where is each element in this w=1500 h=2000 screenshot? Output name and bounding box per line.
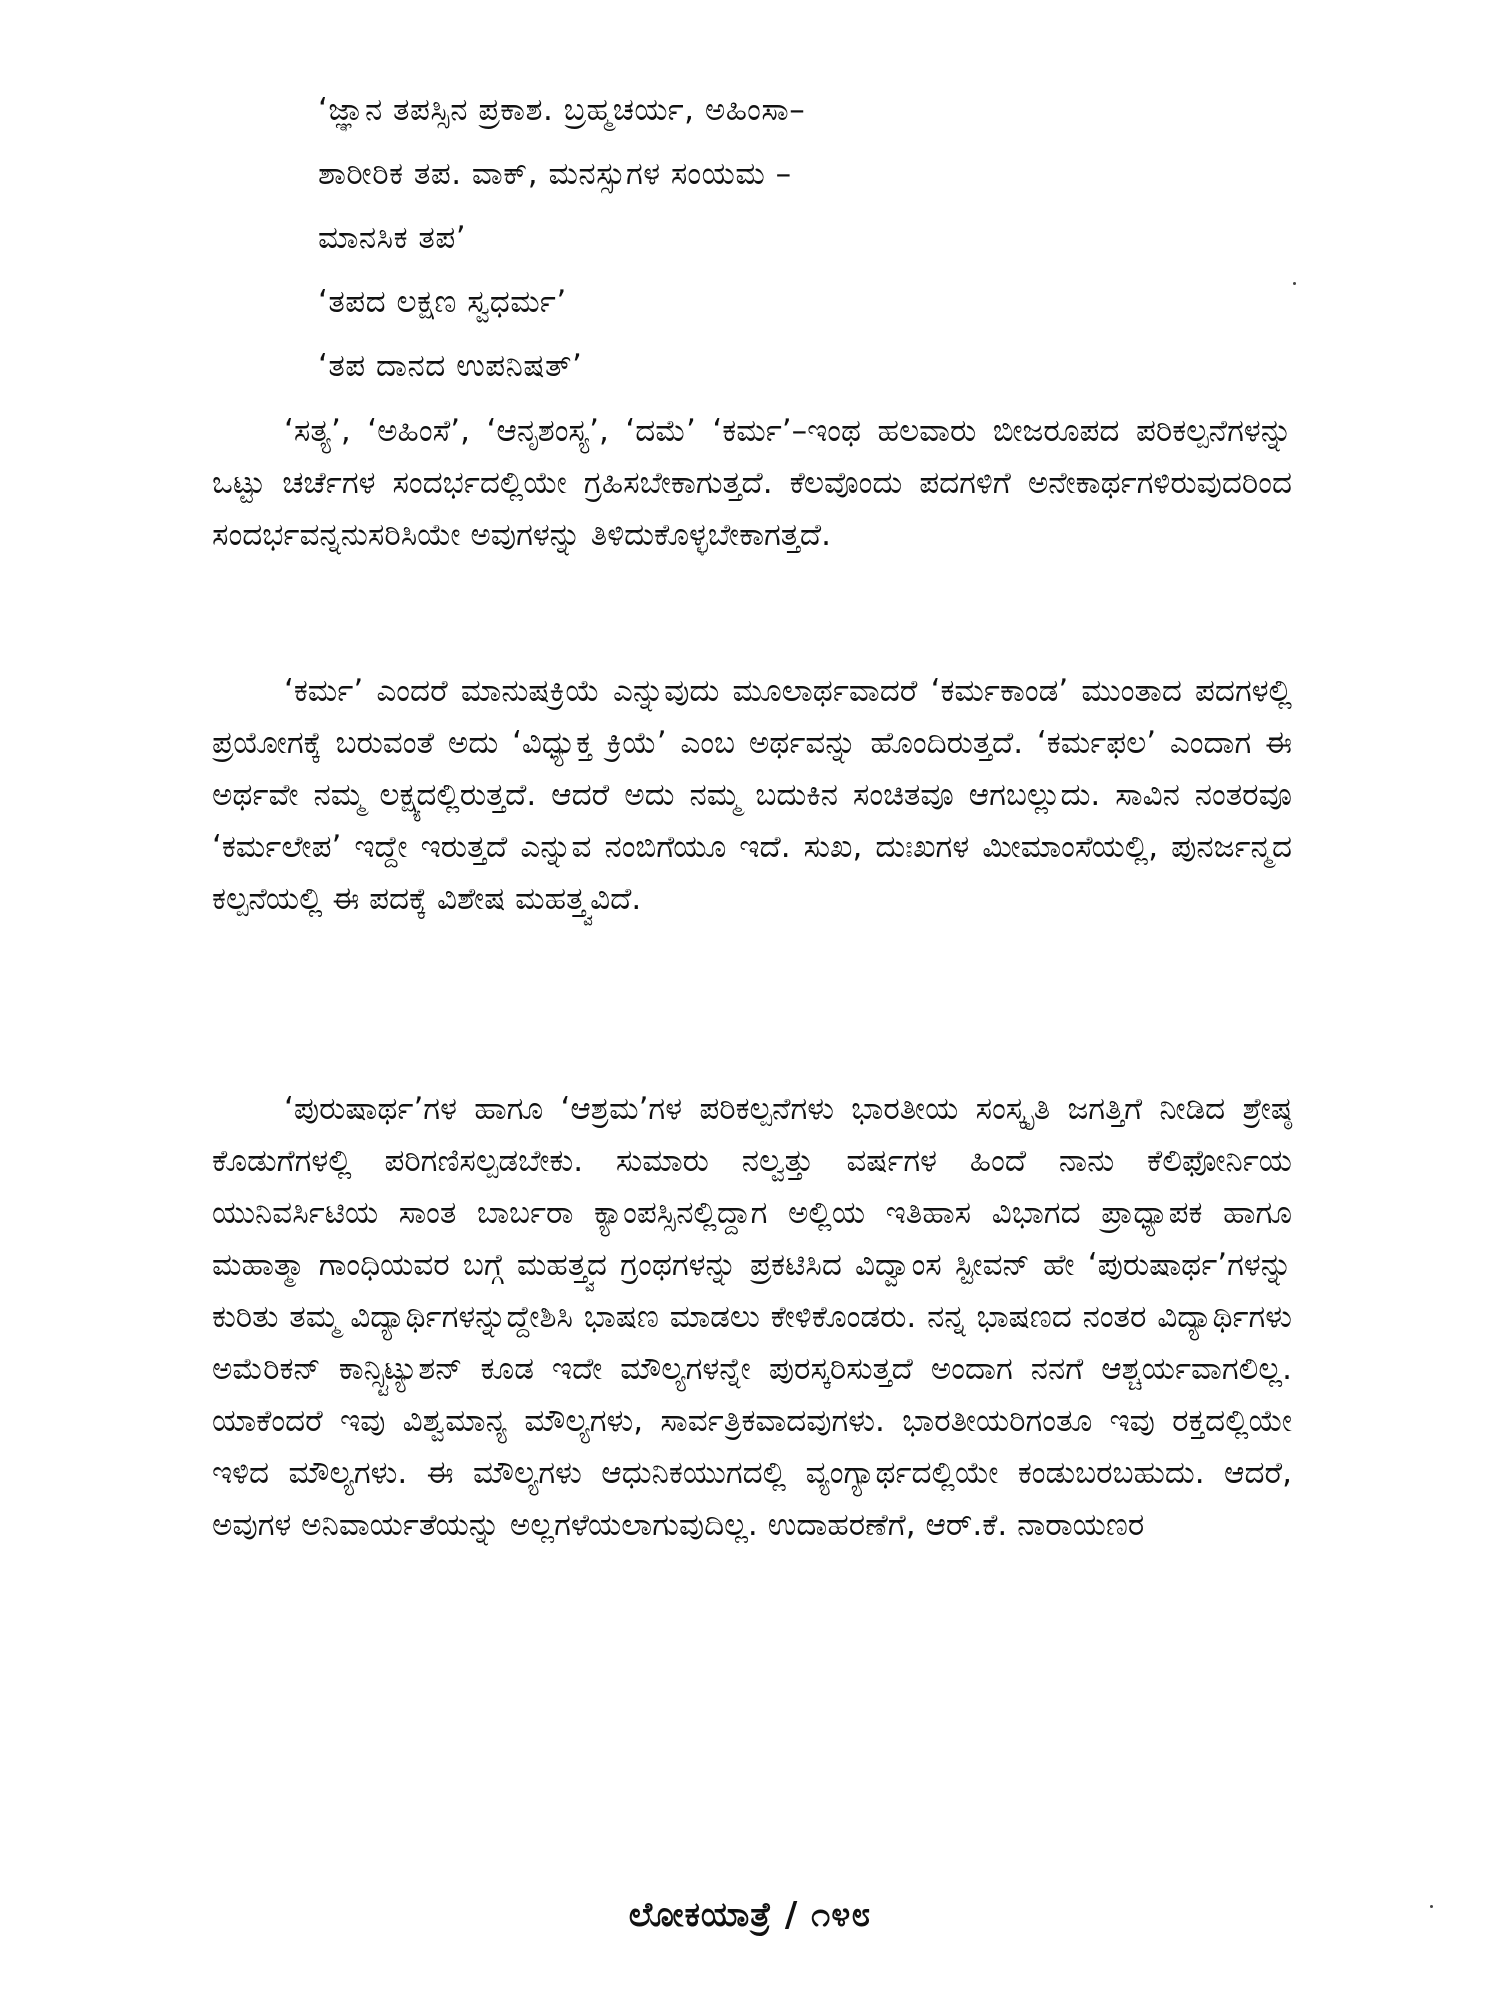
quote-line: ಮಾನಸಿಕ ತಪ’ — [318, 220, 467, 256]
quote-line: ಶಾರೀರಿಕ ತಪ. ವಾಕ್, ಮನಸ್ಸುಗಳ ಸಂಯಮ – — [318, 156, 792, 192]
quotation-block — [318, 78, 1318, 398]
quote-line: ‘ತಪ ದಾನದ ಉಪನಿಷತ್’ — [318, 348, 583, 384]
paragraph-text: ‘ಕರ್ಮ’ ಎಂದರೆ ಮಾನುಷಕ್ರಿಯೆ ಎನ್ನುವುದು ಮೂಲಾರ್ಥವಾದರೆ ‘ಕರ್ಮಕಾಂಡ’ ಮುಂತಾದ ಪದಗಳಲ್ಲಿ ಪ್ರಯೋಗಕ್ಕೆ ಬರುವಂತೆ ಅದು ‘ವಿಧ್ಯುಕ್ತ ಕ್ರಿಯೆ’ ಎಂಬ ಅರ್ಥವನ್ನು ಹೊಂದಿರುತ್ತದೆ. ‘ಕರ್ಮಫಲ’ ಎಂದಾಗ ಈ ಅರ್ಥವೇ ನಮ್ಮ ಲಕ್ಷ್ಯದಲ್ಲಿರುತ್ತದೆ. ಆದರೆ ಅದು ನಮ್ಮ ಬದುಕಿನ ಸಂಚಿತವೂ ಆಗಬಲ್ಲುದು. ಸಾವಿನ ನಂತರವೂ ‘ಕರ್ಮಲೇಪ’ ಇದ್ದೇ ಇರುತ್ತದೆ ಎನ್ನುವ ನಂಬಿಗೆಯೂ ಇದೆ. ಸುಖ, ದುಃಖಗಳ ಮೀಮಾಂಸೆಯಲ್ಲಿ, ಪುನರ್ಜನ್ಮದ ಕಲ್ಪನೆಯಲ್ಲಿ ಈ ಪದಕ್ಕೆ ವಿಶೇಷ ಮಹತ್ತ್ವವಿದೆ. — [212, 673, 1292, 917]
paragraph-2 — [212, 665, 1292, 925]
scan-speck — [1293, 282, 1296, 285]
paragraph-1 — [212, 405, 1292, 561]
paragraph-3 — [212, 1083, 1292, 1551]
quote-line: ‘ಜ್ಞಾನ ತಪಸ್ಸಿನ ಪ್ರಕಾಶ. ಬ್ರಹ್ಮಚರ್ಯ, ಅಹಿಂಸಾ– — [318, 92, 806, 128]
paragraph-text: ‘ಸತ್ಯ’, ‘ಅಹಿಂಸೆ’, ‘ಆನೃಶಂಸ್ಯ’, ‘ದಮೆ’ ‘ಕರ್ಮ’–ಇಂಥ ಹಲವಾರು ಬೀಜರೂಪದ ಪರಿಕಲ್ಪನೆಗಳನ್ನು ಒಟ್ಟು ಚರ್ಚೆಗಳ ಸಂದರ್ಭದಲ್ಲಿಯೇ ಗ್ರಹಿಸಬೇಕಾಗುತ್ತದೆ. ಕೆಲವೊಂದು ಪದಗಳಿಗೆ ಅನೇಕಾರ್ಥಗಳಿರುವುದರಿಂದ ಸಂದರ್ಭವನ್ನನುಸರಿಸಿಯೇ ಅವುಗಳನ್ನು ತಿಳಿದುಕೊಳ್ಳಬೇಕಾಗತ್ತದೆ. — [212, 413, 1292, 553]
quote-line: ‘ತಪದ ಲಕ್ಷಣ ಸ್ವಧರ್ಮ’ — [318, 284, 567, 320]
scan-speck — [1430, 1905, 1433, 1908]
paragraph-text: ‘ಪುರುಷಾರ್ಥ’ಗಳ ಹಾಗೂ ‘ಆಶ್ರಮ’ಗಳ ಪರಿಕಲ್ಪನೆಗಳು ಭಾರತೀಯ ಸಂಸ್ಕೃತಿ ಜಗತ್ತಿಗೆ ನೀಡಿದ ಶ್ರೇಷ್ಠ ಕೊಡುಗೆಗಳಲ್ಲಿ ಪರಿಗಣಿಸಲ್ಪಡಬೇಕು. ಸುಮಾರು ನಲ್ವತ್ತು ವರ್ಷಗಳ ಹಿಂದೆ ನಾನು ಕೆಲಿಫೋರ್ನಿಯ ಯುನಿವರ್ಸಿಟಿಯ ಸಾಂತ ಬಾರ್ಬರಾ ಕ್ಯಾಂಪಸ್ಸಿನಲ್ಲಿದ್ದಾಗ ಅಲ್ಲಿಯ ಇತಿಹಾಸ ವಿಭಾಗದ ಪ್ರಾಧ್ಯಾಪಕ ಹಾಗೂ ಮಹಾತ್ಮಾ ಗಾಂಧಿಯವರ ಬಗ್ಗೆ ಮಹತ್ತ್ವದ ಗ್ರಂಥಗಳನ್ನು ಪ್ರಕಟಿಸಿದ ವಿದ್ವಾಂಸ ಸ್ಟೀವನ್ ಹೇ ‘ಪುರುಷಾರ್ಥ’ಗಳನ್ನು ಕುರಿತು ತಮ್ಮ ವಿದ್ಯಾರ್ಥಿಗಳನ್ನುದ್ದೇಶಿಸಿ ಭಾಷಣ ಮಾಡಲು ಕೇಳಿಕೊಂಡರು. ನನ್ನ ಭಾಷಣದ ನಂತರ ವಿದ್ಯಾರ್ಥಿಗಳು ಅಮೆರಿಕನ್ ಕಾನ್ಸ್ಟಿಟ್ಯುಶನ್ ಕೂಡ ಇದೇ ಮೌಲ್ಯಗಳನ್ನೇ ಪುರಸ್ಕರಿಸುತ್ತದೆ ಅಂದಾಗ ನನಗೆ ಆಶ್ಚರ್ಯವಾಗಲಿಲ್ಲ. ಯಾಕೆಂದರೆ ಇವು ವಿಶ್ವಮಾನ್ಯ ಮೌಲ್ಯಗಳು, ಸಾರ್ವತ್ರಿಕವಾದವುಗಳು. ಭಾರತೀಯರಿಗಂತೂ ಇವು ರಕ್ತದಲ್ಲಿಯೇ ಇಳಿದ ಮೌಲ್ಯಗಳು. ಈ ಮೌಲ್ಯಗಳು ಆಧುನಿಕಯುಗದಲ್ಲಿ ವ್ಯಂಗ್ಯಾರ್ಥದಲ್ಲಿಯೇ ಕಂಡುಬರಬಹುದು. ಆದರೆ, ಅವುಗಳ ಅನಿವಾರ್ಯತೆಯನ್ನು ಅಲ್ಲಗಳೆಯಲಾಗುವುದಿಲ್ಲ. ಉದಾಹರಣೆಗೆ, ಆರ್.ಕೆ. ನಾರಾಯಣರ — [212, 1091, 1292, 1543]
page-footer: ಲೋಕಯಾತ್ರೆ / ೧೪೮ — [628, 1895, 872, 1935]
